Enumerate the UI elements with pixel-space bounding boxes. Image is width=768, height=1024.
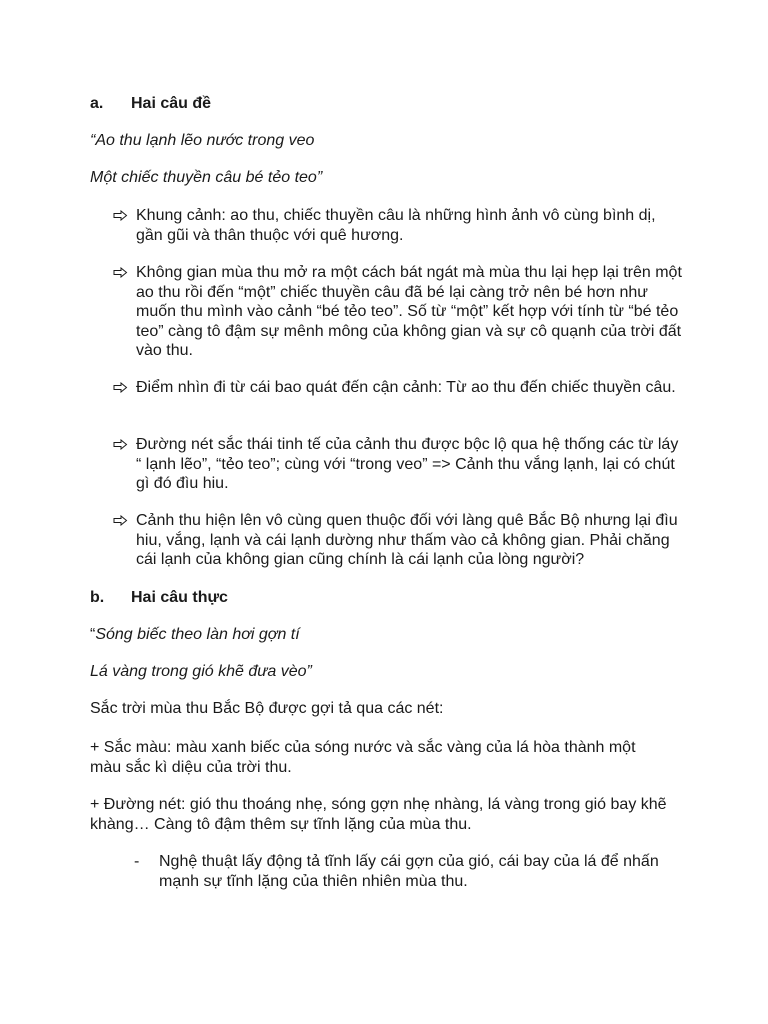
outline-right-arrow-icon bbox=[113, 378, 131, 397]
bullet-text: Không gian mùa thu mở ra một cách bát ngát mà mùa thu lại hẹp lại trên một ao thu rồi đến “một” chiếc thuyền câu đã bé lại càng trở nên bé hơn như muốn thu mình vào cảnh “bé tẻo teo”. Số từ “một” kết hợp với tính từ “bé tẻo teo” càng tô đậm sự mênh mông của không gian và sự cô quạnh của trời đất vào thu. bbox=[136, 264, 682, 359]
section-b-letter: b. bbox=[90, 589, 105, 606]
outline-right-arrow-icon bbox=[113, 511, 131, 530]
section-a-quote-line-2: Một chiếc thuyền câu bé tẻo teo” bbox=[90, 169, 323, 186]
dash-text: Nghệ thuật lấy động tả tĩnh lấy cái gợn của gió, cái bay của lá để nhấn mạnh sự tĩnh lặng của thiên nhiên mùa thu. bbox=[159, 853, 659, 890]
bullet-text: Cảnh thu hiện lên vô cùng quen thuộc đối với làng quê Bắc Bộ nhưng lại đìu hiu, vắng, lạnh và cái lạnh dường như thấm vào cả không gian. Phải chăng cái lạnh của không gian cũng chính là cái lạnh của lòng người? bbox=[136, 512, 678, 568]
section-b-point-2: + Đường nét: gió thu thoáng nhẹ, sóng gợn nhẹ nhàng, lá vàng trong gió bay khẽ khàng… Càng tô đậm thêm sự tĩnh lặng của mùa thu. bbox=[90, 796, 667, 833]
bullet-item-5 bbox=[113, 511, 683, 570]
section-b-quote-line-2: Lá vàng trong gió khẽ đưa vèo” bbox=[90, 663, 312, 680]
outline-right-arrow-icon bbox=[113, 435, 131, 454]
outline-right-arrow-icon bbox=[113, 206, 131, 225]
section-a-letter: a. bbox=[90, 95, 104, 112]
bullet-text: Điểm nhìn đi từ cái bao quát đến cận cảnh: Từ ao thu đến chiếc thuyền câu. bbox=[136, 379, 676, 396]
dash-item-1 bbox=[134, 852, 684, 891]
outline-right-arrow-icon bbox=[113, 263, 131, 282]
bullet-item-1 bbox=[113, 206, 683, 245]
section-b-point-1: + Sắc màu: màu xanh biếc của sóng nước và sắc vàng của lá hòa thành một màu sắc kì diệu của trời thu. bbox=[90, 739, 636, 776]
section-a-quote-line-1: “Ao thu lạnh lẽo nước trong veo bbox=[90, 132, 315, 149]
section-a-title: Hai câu đề bbox=[131, 95, 212, 112]
quote-open-mark: “ bbox=[90, 626, 96, 643]
section-b-intro: Sắc trời mùa thu Bắc Bộ được gợi tả qua các nét: bbox=[90, 700, 444, 717]
bullet-item-2 bbox=[113, 263, 683, 361]
bullet-item-3 bbox=[113, 378, 683, 398]
section-b-quote-line-1 bbox=[90, 625, 670, 645]
section-a-heading bbox=[90, 94, 211, 114]
bullet-item-4 bbox=[113, 435, 683, 494]
quote-text: Sóng biếc theo làn hơi gợn tí bbox=[95, 626, 300, 643]
section-b-heading bbox=[90, 588, 228, 608]
dash-marker: - bbox=[134, 853, 140, 870]
section-b-title: Hai câu thực bbox=[131, 589, 228, 606]
bullet-text: Khung cảnh: ao thu, chiếc thuyền câu là những hình ảnh vô cùng bình dị, gần gũi và thân thuộc với quê hương. bbox=[136, 207, 656, 244]
bullet-text: Đường nét sắc thái tinh tế của cảnh thu được bộc lộ qua hệ thống các từ láy “ lạnh lẽo”, “tẻo teo”; cùng với “trong veo” => Cảnh thu vắng lạnh, lại có chút gì đó đìu hiu. bbox=[136, 436, 679, 492]
